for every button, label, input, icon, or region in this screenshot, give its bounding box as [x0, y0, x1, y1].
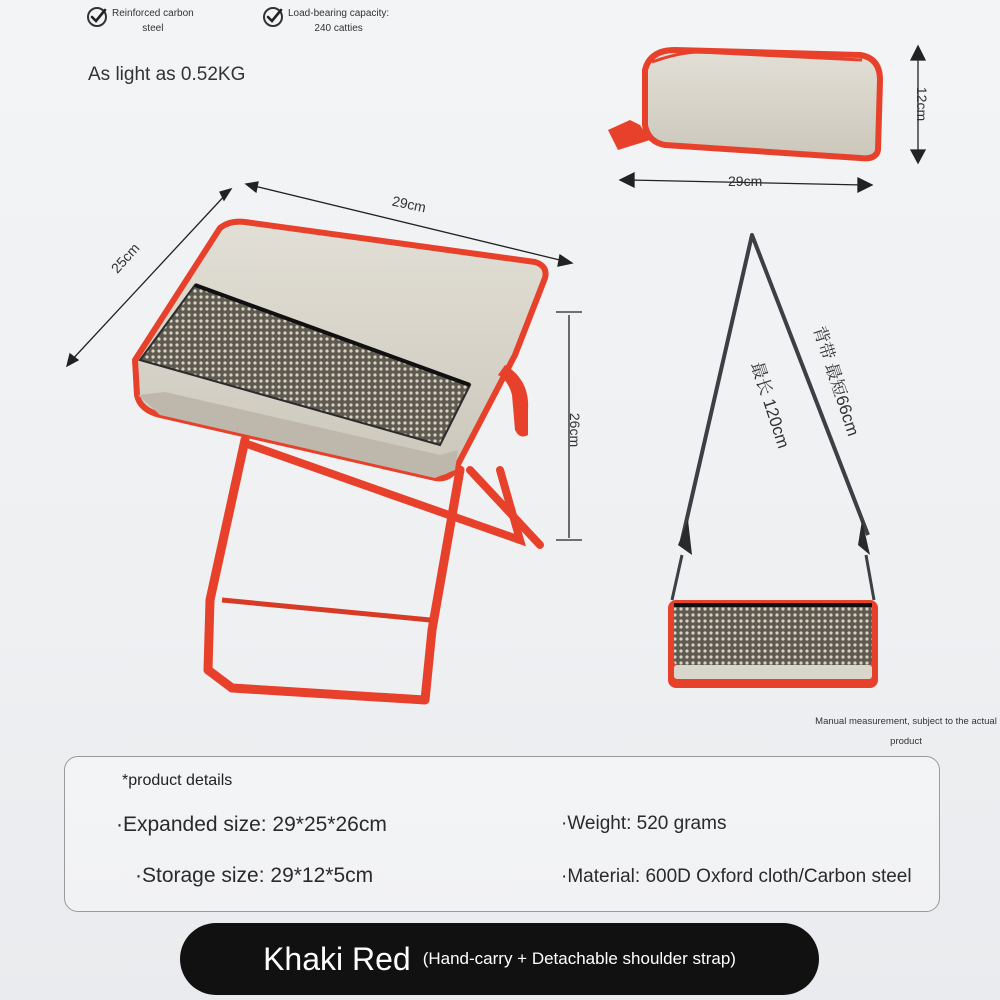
details-heading: *product details [122, 772, 233, 789]
strap-longest-label: 最长 120cm [747, 359, 794, 451]
stool-width-label: 29cm [390, 192, 428, 216]
strap-shortest-label: 背带 最短66cm [809, 323, 863, 439]
measurement-note [812, 712, 1000, 752]
stool-height-label: 26cm [567, 412, 584, 448]
feature-line: Reinforced carbon [112, 8, 194, 19]
weight-detail: ·Weight: 520 grams [561, 813, 727, 834]
material-detail: ·Material: 600D Oxford cloth/Carbon steel [561, 866, 912, 887]
bag-with-shoulder-strap [668, 235, 878, 688]
note-line: Manual measurement, subject to the actual [815, 716, 997, 727]
note-line: product [890, 736, 922, 747]
folding-stool [135, 222, 546, 700]
variant-name: Khaki Red [263, 940, 411, 977]
weight-headline: As light as 0.52KG [88, 64, 246, 85]
feature-line: steel [142, 23, 164, 34]
feature-line: Load-bearing capacity: [288, 8, 390, 19]
feature-line: 240 catties [314, 23, 363, 34]
bag-height-label: 12cm [914, 86, 931, 122]
bag-width-label: 29cm [728, 173, 763, 189]
variant-description: (Hand-carry + Detachable shoulder strap) [422, 949, 736, 968]
variant-pill [180, 923, 819, 995]
storage-bag [608, 50, 880, 158]
storage-size: ·Storage size: 29*12*5cm [135, 864, 374, 887]
expanded-size: ·Expanded size: 29*25*26cm [116, 813, 387, 836]
stool-depth-label: 25cm [107, 239, 143, 277]
